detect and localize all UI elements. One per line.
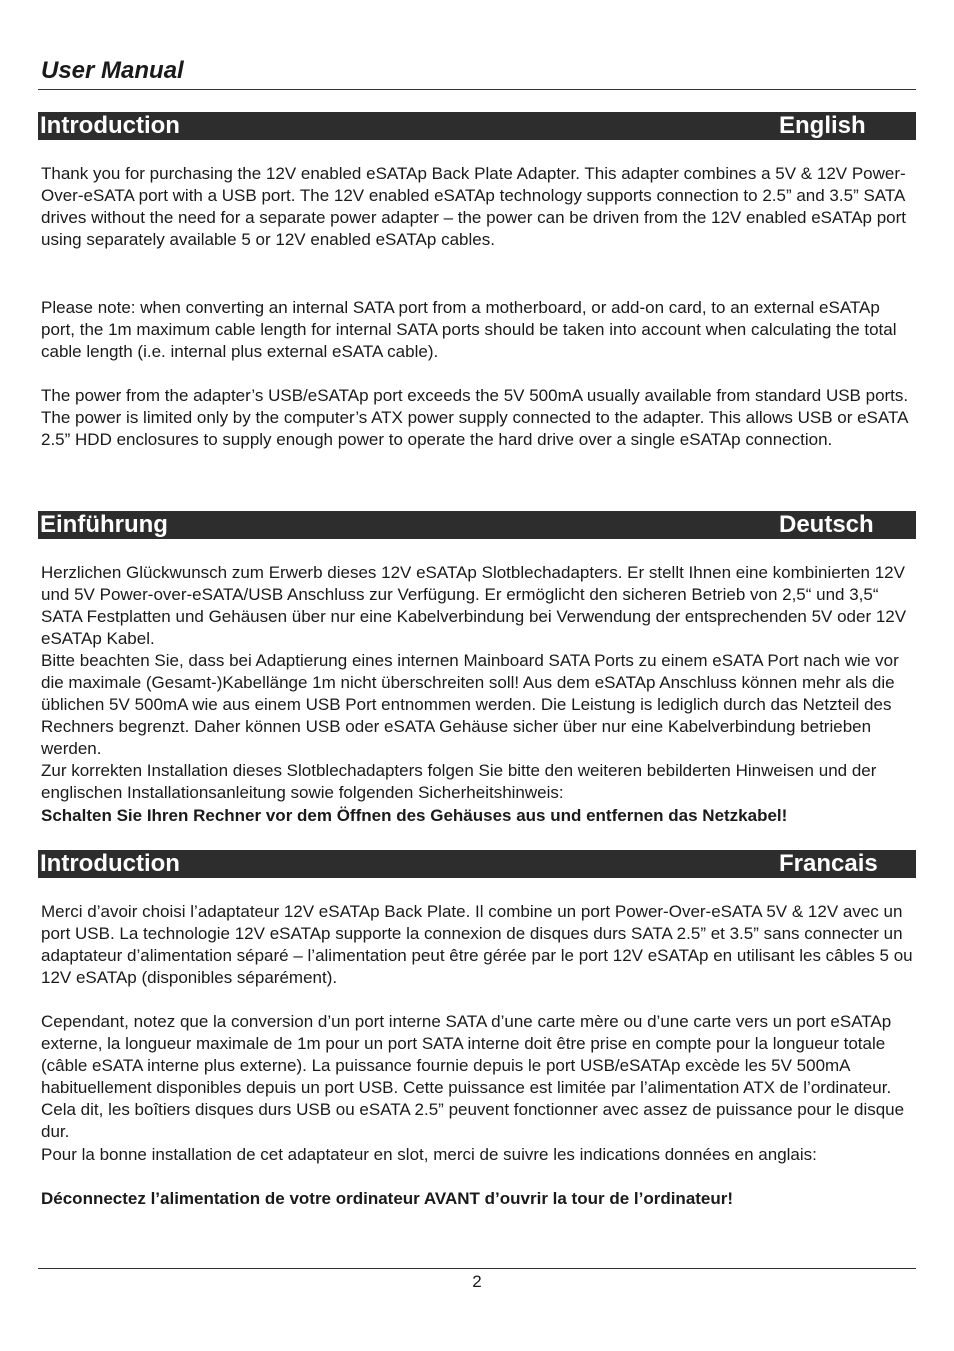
paragraph-english-2: Please note: when converting an internal SATA port from a motherboard, or add-on card, to an external eSATAp port, the 1m maximum cable length for internal SATA ports should be taken into account when calculating the total cable length (i.e. internal plus external eSATA cable).: [41, 298, 897, 361]
section-title: Introduction: [40, 112, 180, 139]
section-header-english: [38, 112, 916, 140]
safety-notice-german: Schalten Sie Ihren Rechner vor dem Öffnen des Gehäuses aus und entfernen das Netzkabel!: [41, 806, 788, 825]
footer-divider: [38, 1268, 916, 1269]
paragraph-french-3: Pour la bonne installation de cet adaptateur en slot, merci de suivre les indications données en anglais:: [41, 1145, 817, 1164]
page-number: 2: [472, 1272, 482, 1291]
paragraph-german-3: Zur korrekten Installation dieses Slotblechadapters folgen Sie bitte den weiteren bebilderten Hinweisen und der englischen Installationsanleitung sowie folgenden Sicherheitshinweis:: [41, 761, 877, 802]
section-header-french: [38, 850, 916, 878]
section-language: Francais: [779, 850, 878, 877]
section-language: Deutsch: [779, 511, 874, 538]
header-divider: [38, 89, 916, 90]
paragraph-english-3: The power from the adapter’s USB/eSATAp port exceeds the 5V 500mA usually available from standard USB ports. The power is limited only by the computer’s ATX power supply connected to the adapter. This allows USB or eSATA 2.5” HDD enclosures to supply enough power to operate the hard drive over a single eSATAp connection.: [41, 386, 909, 449]
section-language: English: [779, 112, 866, 139]
paragraph-french-2: Cependant, notez que la conversion d’un port interne SATA d’une carte mère ou d’une carte vers un port eSATAp externe, la longueur maximale de 1m pour un port SATA interne doit être prise en compte pour la longueur totale (câble eSATA interne plus externe). La puissance fournie depuis le port USB/eSATAp excède les 5V 500mA habituellement disponibles depuis un port USB. Cette puissance est limitée par l’alimentation ATX de l’ordinateur. Cela dit, les boîtiers disques durs USB ou eSATA 2.5” peuvent fonctionner avec assez de puissance pour le disque dur.: [41, 1012, 905, 1141]
paragraph-german-1: Herzlichen Glückwunsch zum Erwerb dieses 12V eSATAp Slotblechadapters. Er stellt Ihnen eine kombinierten 12V und 5V Power-over-eSATA/USB Anschluss zur Verfügung. Er ermöglicht den sicheren Betrieb von 2,5“ und 3,5“ SATA Festplatten und Gehäusen über nur eine Kabelverbindung bei Verwendung der entsprechenden 5V oder 12V eSATAp Kabel.: [41, 563, 907, 648]
safety-notice-french: Déconnectez l’alimentation de votre ordinateur AVANT d’ouvrir la tour de l’ordinateur!: [41, 1189, 734, 1208]
section-header-german: [38, 511, 916, 539]
paragraph-english-1: Thank you for purchasing the 12V enabled eSATAp Back Plate Adapter. This adapter combines a 5V & 12V Power-Over-eSATA port with a USB port. The 12V enabled eSATAp technology supports connection to 2.5” and 3.5” SATA drives without the need for a separate power adapter – the power can be driven from the 12V enabled eSATAp port using separately available 5 or 12V enabled eSATAp cables.: [41, 164, 907, 249]
section-title: Einführung: [40, 511, 168, 538]
manual-title: User Manual: [41, 57, 184, 84]
paragraph-french-1: Merci d’avoir choisi l’adaptateur 12V eSATAp Back Plate. Il combine un port Power-Over-eSATA 5V & 12V avec un port USB. La technologie 12V eSATAp supporte la connexion de disques durs SATA 2.5” et 3.5” sans connecter un adaptateur d’alimentation séparé – l’alimentation peut être gérée par le port 12V eSATAp en utilisant les câbles 5 ou 12V eSATAp (disponibles séparément).: [41, 902, 913, 987]
paragraph-german-2: Bitte beachten Sie, dass bei Adaptierung eines internen Mainboard SATA Ports zu einem eSATA Port nach wie vor die maximale (Gesamt-)Kabellänge 1m nicht überschreiten soll! Aus dem eSATAp Anschluss können mehr als die üblichen 5V 500mA wie aus einem USB Port entnommen werden. Die Leistung is lediglich durch das Netzteil des Rechners begrenzt. Daher können USB oder eSATA Gehäuse sicher über nur eine Kabelverbindung betrieben werden.: [41, 651, 899, 758]
section-title: Introduction: [40, 850, 180, 877]
